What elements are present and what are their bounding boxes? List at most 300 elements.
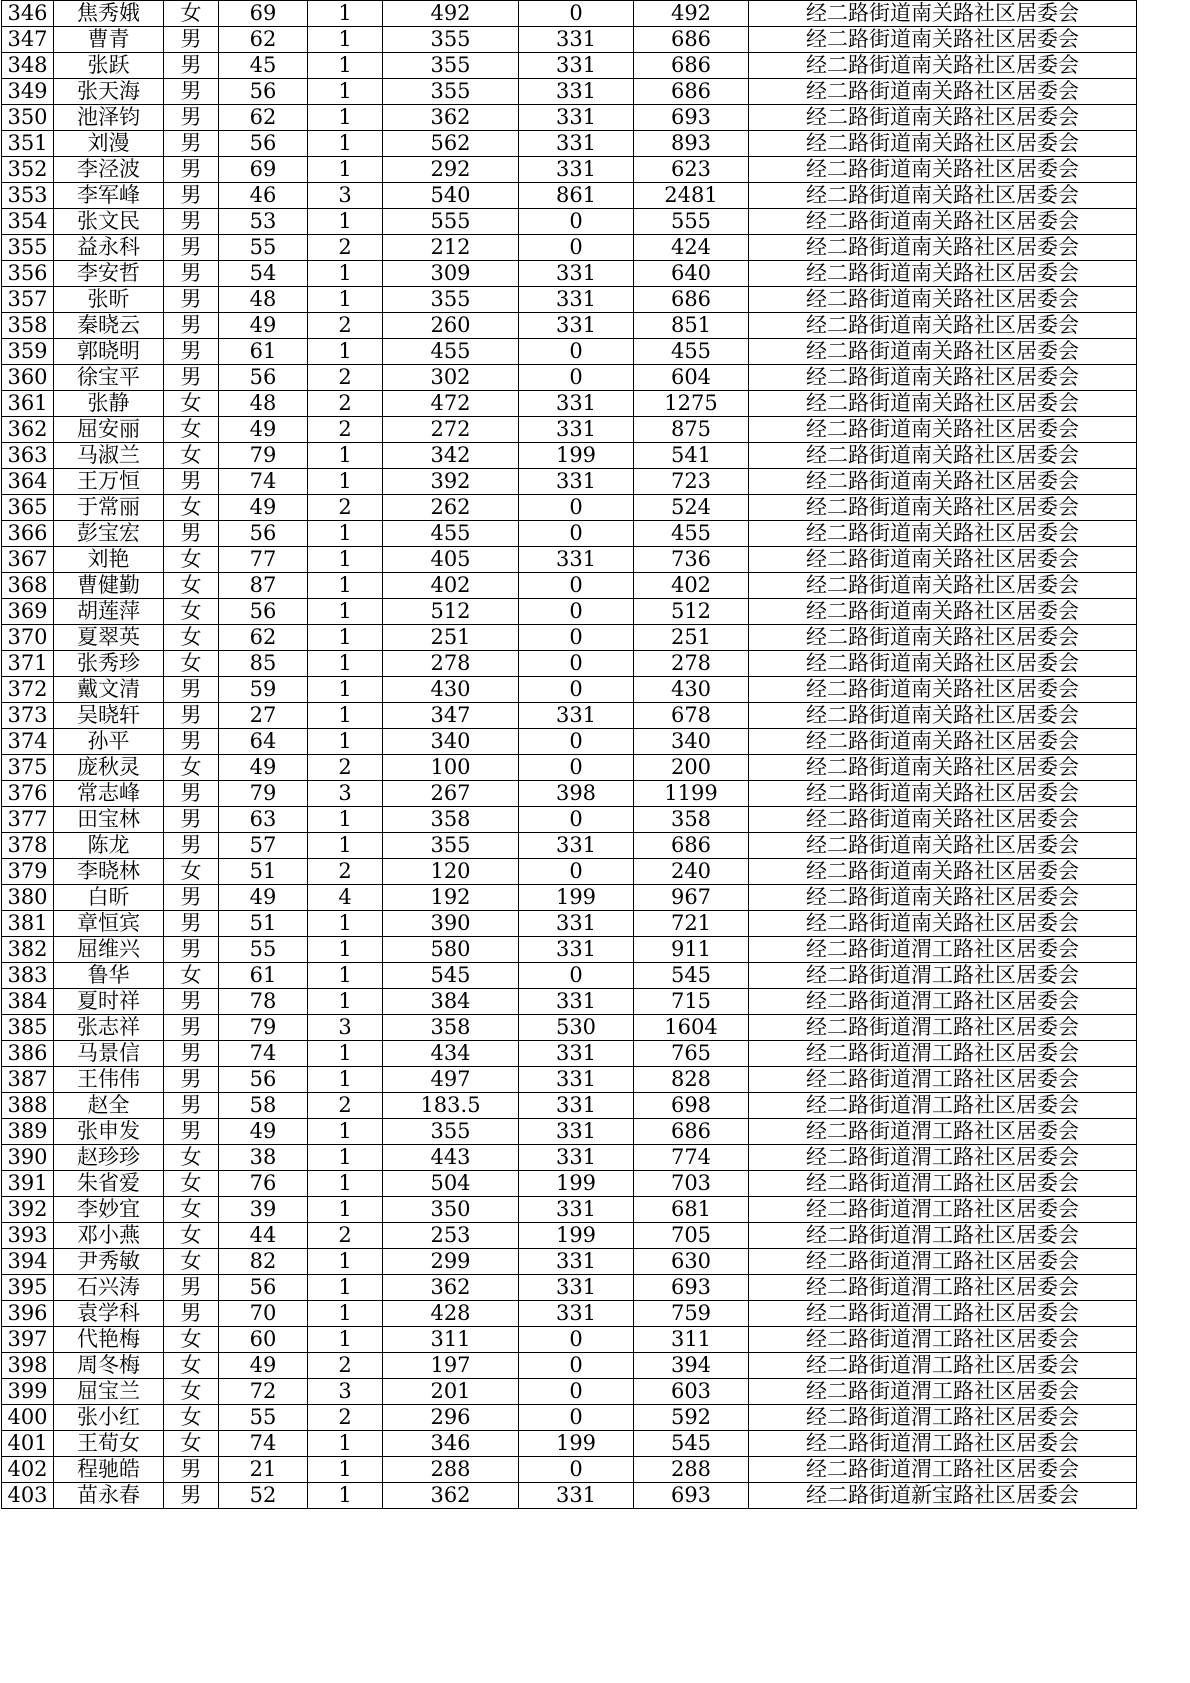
table-row — [2, 703, 1137, 729]
age-cell: 54 — [219, 261, 308, 287]
amount-b-cell: 331 — [519, 287, 634, 313]
gender-cell: 女 — [164, 1171, 219, 1197]
age-cell: 52 — [219, 1483, 308, 1509]
total-cell: 1275 — [634, 391, 749, 417]
community-cell: 经二路街道渭工路社区居委会 — [749, 1431, 1137, 1457]
gender-cell: 男 — [164, 157, 219, 183]
total-cell: 623 — [634, 157, 749, 183]
amount-b-cell: 0 — [519, 365, 634, 391]
table-row — [2, 677, 1137, 703]
name-cell: 张申发 — [54, 1119, 164, 1145]
household-size-cell: 1 — [308, 911, 383, 937]
amount-b-cell: 331 — [519, 833, 634, 859]
total-cell: 402 — [634, 573, 749, 599]
amount-b-cell: 0 — [519, 339, 634, 365]
table-row — [2, 157, 1137, 183]
amount-b-cell: 199 — [519, 885, 634, 911]
total-cell: 686 — [634, 287, 749, 313]
total-cell: 541 — [634, 443, 749, 469]
amount-a-cell: 504 — [383, 1171, 519, 1197]
community-cell: 经二路街道南关路社区居委会 — [749, 261, 1137, 287]
data-table — [1, 0, 1137, 1509]
row-number-cell: 401 — [2, 1431, 54, 1457]
amount-a-cell: 355 — [383, 79, 519, 105]
gender-cell: 女 — [164, 573, 219, 599]
name-cell: 王万恒 — [54, 469, 164, 495]
gender-cell: 女 — [164, 755, 219, 781]
name-cell: 田宝林 — [54, 807, 164, 833]
household-size-cell: 2 — [308, 859, 383, 885]
amount-b-cell: 0 — [519, 1353, 634, 1379]
table-row — [2, 1457, 1137, 1483]
age-cell: 49 — [219, 417, 308, 443]
age-cell: 46 — [219, 183, 308, 209]
household-size-cell: 1 — [308, 1249, 383, 1275]
total-cell: 251 — [634, 625, 749, 651]
amount-a-cell: 346 — [383, 1431, 519, 1457]
table-row — [2, 1249, 1137, 1275]
amount-a-cell: 358 — [383, 1015, 519, 1041]
age-cell: 57 — [219, 833, 308, 859]
household-size-cell: 1 — [308, 1171, 383, 1197]
age-cell: 55 — [219, 937, 308, 963]
name-cell: 于常丽 — [54, 495, 164, 521]
amount-a-cell: 100 — [383, 755, 519, 781]
row-number-cell: 358 — [2, 313, 54, 339]
gender-cell: 男 — [164, 1119, 219, 1145]
total-cell: 1199 — [634, 781, 749, 807]
community-cell: 经二路街道渭工路社区居委会 — [749, 1015, 1137, 1041]
name-cell: 益永科 — [54, 235, 164, 261]
name-cell: 袁学科 — [54, 1301, 164, 1327]
household-size-cell: 1 — [308, 1483, 383, 1509]
age-cell: 45 — [219, 53, 308, 79]
age-cell: 56 — [219, 1067, 308, 1093]
amount-b-cell: 331 — [519, 131, 634, 157]
total-cell: 698 — [634, 1093, 749, 1119]
age-cell: 39 — [219, 1197, 308, 1223]
age-cell: 56 — [219, 1275, 308, 1301]
total-cell: 278 — [634, 651, 749, 677]
community-cell: 经二路街道南关路社区居委会 — [749, 27, 1137, 53]
table-row — [2, 1223, 1137, 1249]
amount-b-cell: 0 — [519, 1, 634, 27]
community-cell: 经二路街道渭工路社区居委会 — [749, 1171, 1137, 1197]
table-row — [2, 911, 1137, 937]
gender-cell: 男 — [164, 235, 219, 261]
amount-a-cell: 497 — [383, 1067, 519, 1093]
community-cell: 经二路街道南关路社区居委会 — [749, 287, 1137, 313]
amount-a-cell: 183.5 — [383, 1093, 519, 1119]
name-cell: 周冬梅 — [54, 1353, 164, 1379]
amount-a-cell: 580 — [383, 937, 519, 963]
gender-cell: 男 — [164, 131, 219, 157]
table-row — [2, 859, 1137, 885]
amount-b-cell: 331 — [519, 1093, 634, 1119]
amount-b-cell: 331 — [519, 417, 634, 443]
community-cell: 经二路街道南关路社区居委会 — [749, 105, 1137, 131]
amount-b-cell: 199 — [519, 1171, 634, 1197]
age-cell: 61 — [219, 339, 308, 365]
total-cell: 592 — [634, 1405, 749, 1431]
total-cell: 723 — [634, 469, 749, 495]
amount-a-cell: 355 — [383, 53, 519, 79]
total-cell: 524 — [634, 495, 749, 521]
row-number-cell: 357 — [2, 287, 54, 313]
household-size-cell: 2 — [308, 1353, 383, 1379]
gender-cell: 男 — [164, 209, 219, 235]
community-cell: 经二路街道南关路社区居委会 — [749, 755, 1137, 781]
row-number-cell: 360 — [2, 365, 54, 391]
age-cell: 49 — [219, 1353, 308, 1379]
community-cell: 经二路街道南关路社区居委会 — [749, 729, 1137, 755]
row-number-cell: 359 — [2, 339, 54, 365]
gender-cell: 男 — [164, 677, 219, 703]
amount-a-cell: 288 — [383, 1457, 519, 1483]
table-row — [2, 1015, 1137, 1041]
community-cell: 经二路街道渭工路社区居委会 — [749, 937, 1137, 963]
table-row — [2, 105, 1137, 131]
household-size-cell: 2 — [308, 235, 383, 261]
name-cell: 戴文清 — [54, 677, 164, 703]
community-cell: 经二路街道南关路社区居委会 — [749, 183, 1137, 209]
name-cell: 赵全 — [54, 1093, 164, 1119]
amount-b-cell: 199 — [519, 1223, 634, 1249]
name-cell: 朱省爱 — [54, 1171, 164, 1197]
total-cell: 555 — [634, 209, 749, 235]
community-cell: 经二路街道南关路社区居委会 — [749, 625, 1137, 651]
gender-cell: 男 — [164, 105, 219, 131]
amount-b-cell: 0 — [519, 859, 634, 885]
household-size-cell: 1 — [308, 703, 383, 729]
name-cell: 石兴涛 — [54, 1275, 164, 1301]
table-row — [2, 287, 1137, 313]
total-cell: 200 — [634, 755, 749, 781]
community-cell: 经二路街道渭工路社区居委会 — [749, 1145, 1137, 1171]
amount-b-cell: 0 — [519, 521, 634, 547]
table-row — [2, 1041, 1137, 1067]
name-cell: 吴晓轩 — [54, 703, 164, 729]
amount-b-cell: 331 — [519, 1119, 634, 1145]
community-cell: 经二路街道南关路社区居委会 — [749, 53, 1137, 79]
table-row — [2, 391, 1137, 417]
total-cell: 715 — [634, 989, 749, 1015]
age-cell: 87 — [219, 573, 308, 599]
name-cell: 曹健勤 — [54, 573, 164, 599]
community-cell: 经二路街道南关路社区居委会 — [749, 313, 1137, 339]
row-number-cell: 381 — [2, 911, 54, 937]
household-size-cell: 1 — [308, 1041, 383, 1067]
row-number-cell: 399 — [2, 1379, 54, 1405]
row-number-cell: 365 — [2, 495, 54, 521]
gender-cell: 女 — [164, 1327, 219, 1353]
community-cell: 经二路街道渭工路社区居委会 — [749, 963, 1137, 989]
row-number-cell: 378 — [2, 833, 54, 859]
gender-cell: 女 — [164, 1249, 219, 1275]
table-row — [2, 495, 1137, 521]
community-cell: 经二路街道南关路社区居委会 — [749, 235, 1137, 261]
age-cell: 48 — [219, 287, 308, 313]
household-size-cell: 1 — [308, 1, 383, 27]
gender-cell: 女 — [164, 651, 219, 677]
amount-b-cell: 398 — [519, 781, 634, 807]
total-cell: 545 — [634, 1431, 749, 1457]
age-cell: 70 — [219, 1301, 308, 1327]
community-cell: 经二路街道南关路社区居委会 — [749, 339, 1137, 365]
age-cell: 51 — [219, 859, 308, 885]
table-row — [2, 1119, 1137, 1145]
total-cell: 693 — [634, 1275, 749, 1301]
row-number-cell: 390 — [2, 1145, 54, 1171]
gender-cell: 男 — [164, 989, 219, 1015]
name-cell: 张志祥 — [54, 1015, 164, 1041]
household-size-cell: 2 — [308, 313, 383, 339]
household-size-cell: 1 — [308, 625, 383, 651]
community-cell: 经二路街道南关路社区居委会 — [749, 599, 1137, 625]
row-number-cell: 385 — [2, 1015, 54, 1041]
gender-cell: 男 — [164, 911, 219, 937]
amount-a-cell: 302 — [383, 365, 519, 391]
total-cell: 686 — [634, 1119, 749, 1145]
gender-cell: 男 — [164, 53, 219, 79]
total-cell: 686 — [634, 53, 749, 79]
table-row — [2, 807, 1137, 833]
community-cell: 经二路街道南关路社区居委会 — [749, 885, 1137, 911]
gender-cell: 女 — [164, 1, 219, 27]
gender-cell: 男 — [164, 469, 219, 495]
amount-b-cell: 331 — [519, 391, 634, 417]
household-size-cell: 1 — [308, 1275, 383, 1301]
age-cell: 62 — [219, 27, 308, 53]
household-size-cell: 1 — [308, 469, 383, 495]
community-cell: 经二路街道渭工路社区居委会 — [749, 1093, 1137, 1119]
total-cell: 492 — [634, 1, 749, 27]
total-cell: 765 — [634, 1041, 749, 1067]
total-cell: 705 — [634, 1223, 749, 1249]
age-cell: 79 — [219, 781, 308, 807]
household-size-cell: 1 — [308, 1197, 383, 1223]
amount-a-cell: 201 — [383, 1379, 519, 1405]
age-cell: 49 — [219, 495, 308, 521]
amount-b-cell: 0 — [519, 651, 634, 677]
table-row — [2, 833, 1137, 859]
table-row — [2, 755, 1137, 781]
amount-b-cell: 331 — [519, 1301, 634, 1327]
total-cell: 603 — [634, 1379, 749, 1405]
table-row — [2, 729, 1137, 755]
age-cell: 27 — [219, 703, 308, 729]
table-row — [2, 1, 1137, 27]
amount-b-cell: 331 — [519, 313, 634, 339]
community-cell: 经二路街道南关路社区居委会 — [749, 131, 1137, 157]
household-size-cell: 3 — [308, 1015, 383, 1041]
table-row — [2, 625, 1137, 651]
row-number-cell: 398 — [2, 1353, 54, 1379]
household-size-cell: 1 — [308, 573, 383, 599]
age-cell: 69 — [219, 157, 308, 183]
amount-a-cell: 278 — [383, 651, 519, 677]
amount-a-cell: 455 — [383, 339, 519, 365]
row-number-cell: 387 — [2, 1067, 54, 1093]
row-number-cell: 392 — [2, 1197, 54, 1223]
amount-b-cell: 0 — [519, 677, 634, 703]
age-cell: 49 — [219, 885, 308, 911]
amount-a-cell: 272 — [383, 417, 519, 443]
age-cell: 79 — [219, 443, 308, 469]
amount-a-cell: 253 — [383, 1223, 519, 1249]
age-cell: 38 — [219, 1145, 308, 1171]
table-row — [2, 1483, 1137, 1509]
household-size-cell: 1 — [308, 1119, 383, 1145]
amount-a-cell: 347 — [383, 703, 519, 729]
community-cell: 经二路街道南关路社区居委会 — [749, 547, 1137, 573]
age-cell: 79 — [219, 1015, 308, 1041]
amount-a-cell: 443 — [383, 1145, 519, 1171]
name-cell: 张静 — [54, 391, 164, 417]
row-number-cell: 376 — [2, 781, 54, 807]
household-size-cell: 1 — [308, 729, 383, 755]
table-row — [2, 313, 1137, 339]
amount-a-cell: 267 — [383, 781, 519, 807]
community-cell: 经二路街道南关路社区居委会 — [749, 365, 1137, 391]
table-row — [2, 131, 1137, 157]
community-cell: 经二路街道渭工路社区居委会 — [749, 1275, 1137, 1301]
household-size-cell: 1 — [308, 1457, 383, 1483]
amount-b-cell: 331 — [519, 937, 634, 963]
total-cell: 2481 — [634, 183, 749, 209]
amount-b-cell: 331 — [519, 1483, 634, 1509]
total-cell: 686 — [634, 79, 749, 105]
table-row — [2, 1067, 1137, 1093]
household-size-cell: 1 — [308, 989, 383, 1015]
amount-a-cell: 296 — [383, 1405, 519, 1431]
total-cell: 893 — [634, 131, 749, 157]
total-cell: 240 — [634, 859, 749, 885]
gender-cell: 男 — [164, 27, 219, 53]
table-row — [2, 1197, 1137, 1223]
table-row — [2, 27, 1137, 53]
name-cell: 屈维兴 — [54, 937, 164, 963]
amount-a-cell: 545 — [383, 963, 519, 989]
amount-a-cell: 260 — [383, 313, 519, 339]
amount-b-cell: 0 — [519, 625, 634, 651]
gender-cell: 男 — [164, 833, 219, 859]
row-number-cell: 349 — [2, 79, 54, 105]
amount-b-cell: 0 — [519, 807, 634, 833]
amount-a-cell: 555 — [383, 209, 519, 235]
household-size-cell: 1 — [308, 677, 383, 703]
household-size-cell: 2 — [308, 495, 383, 521]
row-number-cell: 374 — [2, 729, 54, 755]
total-cell: 693 — [634, 1483, 749, 1509]
age-cell: 56 — [219, 79, 308, 105]
row-number-cell: 348 — [2, 53, 54, 79]
household-size-cell: 1 — [308, 261, 383, 287]
amount-a-cell: 192 — [383, 885, 519, 911]
table-row — [2, 79, 1137, 105]
row-number-cell: 375 — [2, 755, 54, 781]
age-cell: 76 — [219, 1171, 308, 1197]
household-size-cell: 1 — [308, 53, 383, 79]
gender-cell: 男 — [164, 807, 219, 833]
household-size-cell: 2 — [308, 391, 383, 417]
amount-b-cell: 0 — [519, 963, 634, 989]
row-number-cell: 369 — [2, 599, 54, 625]
amount-a-cell: 428 — [383, 1301, 519, 1327]
table-body — [2, 1, 1137, 1509]
household-size-cell: 1 — [308, 1431, 383, 1457]
amount-b-cell: 0 — [519, 599, 634, 625]
community-cell: 经二路街道南关路社区居委会 — [749, 651, 1137, 677]
community-cell: 经二路街道南关路社区居委会 — [749, 469, 1137, 495]
amount-b-cell: 0 — [519, 235, 634, 261]
age-cell: 64 — [219, 729, 308, 755]
table-row — [2, 417, 1137, 443]
table-row — [2, 547, 1137, 573]
amount-b-cell: 331 — [519, 79, 634, 105]
amount-a-cell: 262 — [383, 495, 519, 521]
gender-cell: 男 — [164, 781, 219, 807]
amount-a-cell: 299 — [383, 1249, 519, 1275]
gender-cell: 男 — [164, 365, 219, 391]
amount-b-cell: 331 — [519, 1275, 634, 1301]
row-number-cell: 389 — [2, 1119, 54, 1145]
row-number-cell: 352 — [2, 157, 54, 183]
gender-cell: 女 — [164, 1145, 219, 1171]
name-cell: 陈龙 — [54, 833, 164, 859]
table-row — [2, 1275, 1137, 1301]
row-number-cell: 384 — [2, 989, 54, 1015]
age-cell: 59 — [219, 677, 308, 703]
community-cell: 经二路街道南关路社区居委会 — [749, 391, 1137, 417]
total-cell: 358 — [634, 807, 749, 833]
household-size-cell: 1 — [308, 1301, 383, 1327]
community-cell: 经二路街道南关路社区居委会 — [749, 417, 1137, 443]
table-row — [2, 937, 1137, 963]
household-size-cell: 1 — [308, 27, 383, 53]
community-cell: 经二路街道南关路社区居委会 — [749, 495, 1137, 521]
amount-a-cell: 402 — [383, 573, 519, 599]
total-cell: 875 — [634, 417, 749, 443]
name-cell: 张天海 — [54, 79, 164, 105]
row-number-cell: 394 — [2, 1249, 54, 1275]
household-size-cell: 1 — [308, 547, 383, 573]
amount-a-cell: 355 — [383, 27, 519, 53]
amount-a-cell: 358 — [383, 807, 519, 833]
household-size-cell: 1 — [308, 807, 383, 833]
row-number-cell: 395 — [2, 1275, 54, 1301]
age-cell: 82 — [219, 1249, 308, 1275]
row-number-cell: 363 — [2, 443, 54, 469]
amount-b-cell: 0 — [519, 1379, 634, 1405]
household-size-cell: 2 — [308, 1223, 383, 1249]
name-cell: 孙平 — [54, 729, 164, 755]
name-cell: 鲁华 — [54, 963, 164, 989]
row-number-cell: 400 — [2, 1405, 54, 1431]
amount-b-cell: 530 — [519, 1015, 634, 1041]
community-cell: 经二路街道渭工路社区居委会 — [749, 1457, 1137, 1483]
total-cell: 681 — [634, 1197, 749, 1223]
age-cell: 85 — [219, 651, 308, 677]
community-cell: 经二路街道南关路社区居委会 — [749, 833, 1137, 859]
total-cell: 967 — [634, 885, 749, 911]
gender-cell: 男 — [164, 313, 219, 339]
age-cell: 49 — [219, 313, 308, 339]
amount-b-cell: 331 — [519, 469, 634, 495]
gender-cell: 女 — [164, 625, 219, 651]
amount-b-cell: 0 — [519, 573, 634, 599]
community-cell: 经二路街道南关路社区居委会 — [749, 703, 1137, 729]
